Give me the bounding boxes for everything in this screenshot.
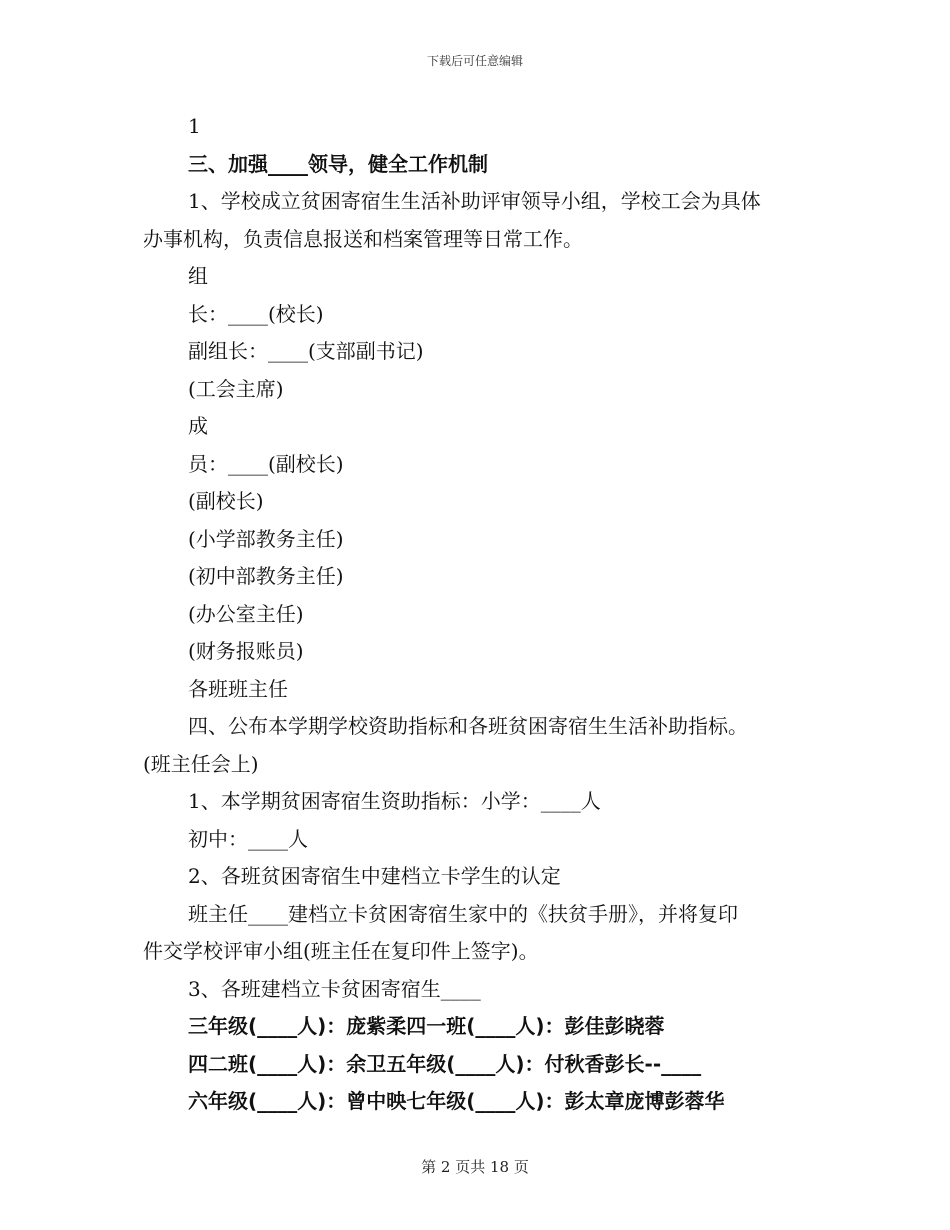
page-footer: 第 2 页共 18 页 xyxy=(421,1158,529,1176)
text-line: 初中：____人 xyxy=(188,826,308,851)
text-line: 长：____(校长) xyxy=(188,301,324,326)
text-line: (小学部教务主任) xyxy=(188,526,344,551)
text-line: 办事机构，负责信息报送和档案管理等日常工作。 xyxy=(143,226,583,251)
text-line: 1、本学期贫困寄宿生资助指标：小学：____人 xyxy=(188,789,601,813)
text-line: 2、各班贫困寄宿生中建档立卡学生的认定 xyxy=(188,864,561,888)
text-line: (初中部教务主任) xyxy=(188,564,344,588)
document-body xyxy=(143,108,811,1121)
text-line: 副组长：____(支部副书记) xyxy=(188,339,424,363)
text-line: 员：____(副校长) xyxy=(188,451,344,476)
grade-list-line: 六年级(____人)：曾中映七年级(____人)：彭太章庞博彭蓉华 xyxy=(188,1089,725,1113)
text-line: 成 xyxy=(188,414,208,438)
page-header: 下载后可任意编辑 xyxy=(426,54,523,68)
grade-list-line: 四二班(____人)：余卫五年级(____人)：付秋香彭长--____ xyxy=(188,1051,702,1076)
text-line: 组 xyxy=(188,264,208,288)
text-line: (副校长) xyxy=(188,489,264,513)
grade-list-line: 三年级(____人)：庞紫柔四一班(____人)：彭佳彭晓蓉 xyxy=(188,1014,665,1038)
text-line: (班主任会上) xyxy=(143,751,259,776)
section-heading: 三、加强____领导，健全工作机制 xyxy=(188,151,488,176)
text-line: (工会主席) xyxy=(188,376,284,401)
text-line: (财务报账员) xyxy=(188,639,304,663)
text-line: 3、各班建档立卡贫困寄宿生____ xyxy=(188,976,481,1001)
text-line: 各班班主任 xyxy=(188,676,288,701)
text-line: 1 xyxy=(188,114,201,138)
text-line: 1、学校成立贫困寄宿生生活补助评审领导小组，学校工会为具体 xyxy=(188,189,761,213)
text-line: 四、公布本学期学校资助指标和各班贫困寄宿生生活补助指标。 xyxy=(188,714,748,738)
text-line: 件交学校评审小组(班主任在复印件上签字)。 xyxy=(143,939,539,963)
text-line: 班主任____建档立卡贫困寄宿生家中的《扶贫手册》，并将复印 xyxy=(188,901,738,926)
text-line: (办公室主任) xyxy=(188,601,304,626)
